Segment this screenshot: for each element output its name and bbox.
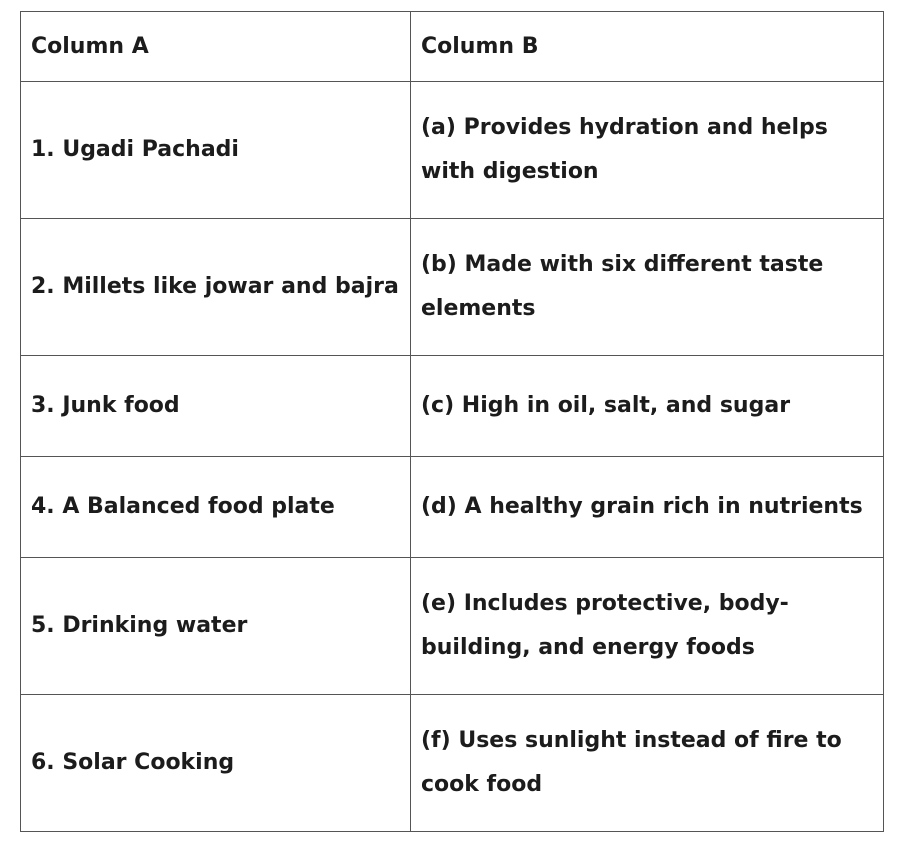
table-row (21, 457, 884, 558)
column-b-cell: (c) High in oil, salt, and sugar (411, 356, 884, 457)
column-a-cell: 6. Solar Cooking (21, 695, 411, 832)
column-b-cell: (d) A healthy grain rich in nutrients (411, 457, 884, 558)
column-a-cell: 3. Junk food (21, 356, 411, 457)
column-a-cell: 4. A Balanced food plate (21, 457, 411, 558)
column-b-cell: (a) Provides hydration and helps with digestion (411, 82, 884, 219)
column-b-header: Column B (411, 12, 884, 82)
table-row (21, 356, 884, 457)
match-the-following-table (20, 11, 884, 832)
table-row (21, 219, 884, 356)
column-a-cell: 5. Drinking water (21, 558, 411, 695)
column-a-cell: 1. Ugadi Pachadi (21, 82, 411, 219)
column-b-cell: (f) Uses sunlight instead of fire to cook food (411, 695, 884, 832)
column-b-cell: (e) Includes protective, body-building, and energy foods (411, 558, 884, 695)
column-b-cell: (b) Made with six different taste elements (411, 219, 884, 356)
table-row (21, 695, 884, 832)
column-a-cell: 2. Millets like jowar and bajra (21, 219, 411, 356)
column-a-header: Column A (21, 12, 411, 82)
table-header-row (21, 12, 884, 82)
table-row (21, 558, 884, 695)
table-row (21, 82, 884, 219)
